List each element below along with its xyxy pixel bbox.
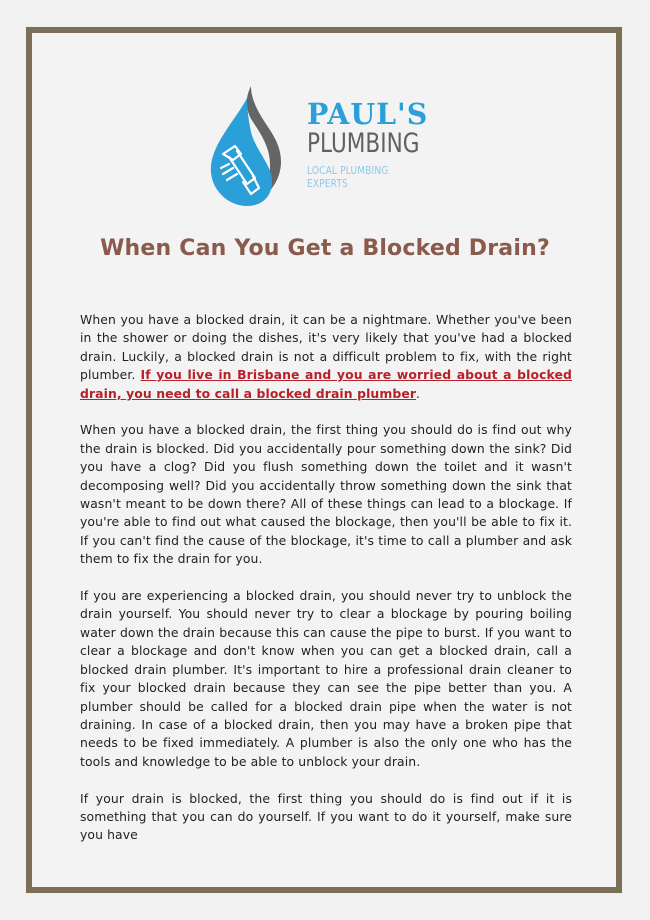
paragraph-1 bbox=[80, 311, 572, 403]
logo-text bbox=[307, 97, 448, 190]
pauls-plumbing-logo bbox=[207, 84, 447, 209]
paragraph-1-text: When you have a blocked drain, it can be a nightmare. Whether you've been in the shower or doing the dishes, it's very likely that you've had a blocked drain. Luckily, a blocked drain is not a difficult problem to fix, with the right plumber. bbox=[80, 312, 572, 383]
document-title: When Can You Get a Blocked Drain? bbox=[100, 236, 550, 261]
brand-tagline: LOCAL PLUMBING EXPERTS bbox=[307, 164, 389, 190]
paragraph-2: When you have a blocked drain, the first thing you should do is find out why the drain is blocked. Did you accidentally pour something down the sink? Did you have a clog? Did you flush something down the toilet and it wasn't decomposing well? Did you accidentally throw something down the sink that wasn't meant to be down there? All of these things can lead to a blockage. If you're able to find out what caused the blockage, then you'll be able to fix it. If you can't find the cause of the blockage, it's time to call a plumber and ask them to fix the drain for you. bbox=[80, 422, 572, 567]
paragraph-3: If you are experiencing a blocked drain, you should never try to unblock the drain yourself. You should never try to clear a blockage by pouring boiling water down the drain because this can cause the pipe to burst. If you want to clear a blockage and don't know when you can get a blocked drain, call a blocked drain plumber. It's important to hire a professional drain cleaner to fix your blocked drain because they can see the pipe better than you. A plumber should be called for a blocked drain pipe when the water is not draining. In case of a blocked drain, then you may have a broken pipe that needs to be fixed immediately. A plumber is also the only one who has the tools and knowledge to be able to unblock your drain. bbox=[80, 588, 572, 769]
paragraph-1-end: . bbox=[416, 385, 421, 401]
blocked-drain-plumber-link[interactable]: If you live in Brisbane and you are worried about a blocked drain, you need to call a blocked drain plumber bbox=[80, 367, 572, 401]
brand-name-line1: PAUL'S bbox=[307, 97, 429, 131]
water-drop-wrench-hand-icon bbox=[207, 84, 292, 209]
brand-name-line2: PLUMBING bbox=[307, 128, 420, 159]
document-body bbox=[80, 311, 572, 863]
paragraph-4: If your drain is blocked, the first thing you should do is find out if it is something that you can do yourself. If you want to do it yourself, make sure you have bbox=[80, 790, 572, 843]
